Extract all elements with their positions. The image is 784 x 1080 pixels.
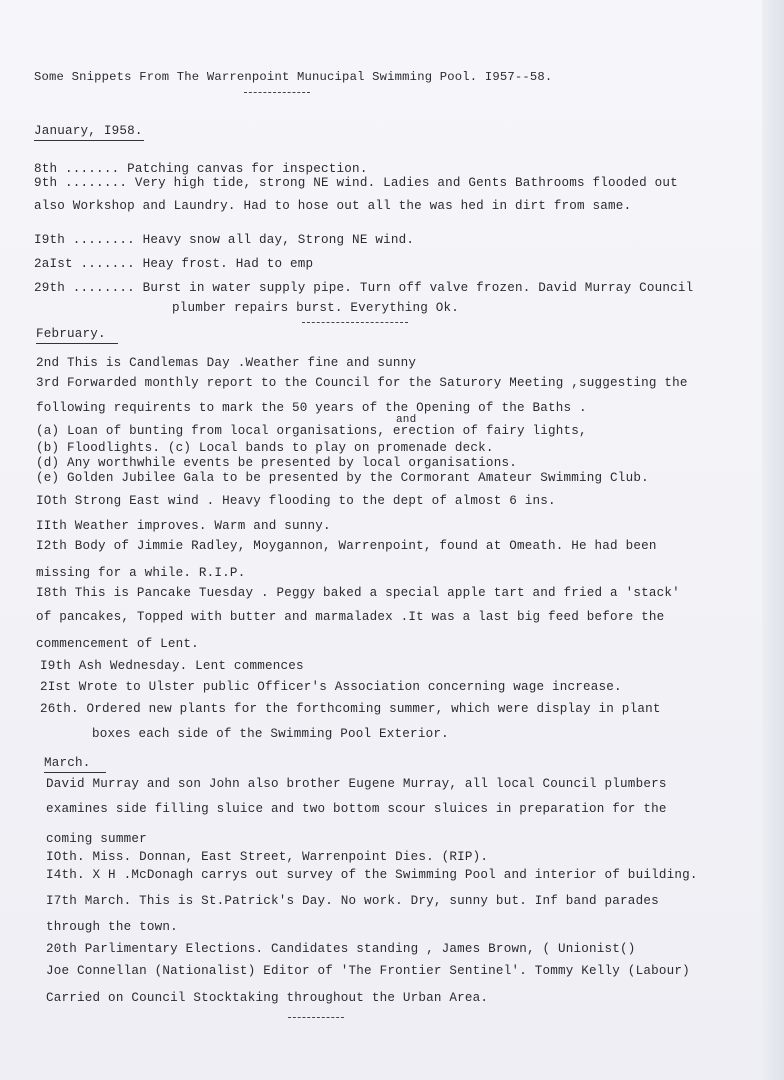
feb-insert-and: and <box>396 414 417 426</box>
feb-line-6: (d) Any worthwhile events be presented by local organisations. <box>36 456 517 470</box>
mar-line-4: IOth. Miss. Donnan, East Street, Warrenpoint Dies. (RIP). <box>46 850 489 864</box>
mar-line-10: Carried on Council Stocktaking throughout the Urban Area. <box>46 991 489 1005</box>
jan-line-6: 29th ........ Burst in water supply pipe. Turn off valve frozen. David Murray Council <box>34 281 694 295</box>
feb-line-9: IIth Weather improves. Warm and sunny. <box>36 519 331 533</box>
january-underline <box>34 140 144 142</box>
feb-line-4: (a) Loan of bunting from local organisations, erection of fairy lights, <box>36 424 587 438</box>
mar-line-3: coming summer <box>46 832 147 846</box>
feb-line-3: following requirents to mark the 50 years of the Opening of the Baths . <box>36 401 587 415</box>
title-divider <box>244 92 310 93</box>
mar-line-5: I4th. X H .McDonagh carrys out survey of the Swimming Pool and interior of building. <box>46 868 698 882</box>
february-heading: February. <box>36 327 106 341</box>
document-title: Some Snippets From The Warrenpoint Munucipal Swimming Pool. I957--58. <box>34 70 553 84</box>
february-underline <box>36 343 118 345</box>
feb-line-7: (e) Golden Jubilee Gala to be presented by the Cormorant Amateur Swimming Club. <box>36 471 649 485</box>
feb-line-1: 2nd This is Candlemas Day .Weather fine and sunny <box>36 356 417 370</box>
mar-line-2: examines side filling sluice and two bottom scour sluices in preparation for the <box>46 802 667 816</box>
feb-line-12: I8th This is Pancake Tuesday . Peggy baked a special apple tart and fried a 'stack' <box>36 586 680 600</box>
feb-line-10: I2th Body of Jimmie Radley, Moygannon, Warrenpoint, found at Omeath. He had been <box>36 539 657 553</box>
mar-line-1: David Murray and son John also brother Eugene Murray, all local Council plumbers <box>46 777 667 791</box>
mar-line-9: Joe Connellan (Nationalist) Editor of 'The Frontier Sentinel'. Tommy Kelly (Labour) <box>46 964 690 978</box>
mar-line-8: 20th Parlimentary Elections. Candidates standing , James Brown, ( Unionist() <box>46 942 636 956</box>
feb-line-13: of pancakes, Topped with butter and marmaladex .It was a last big feed before the <box>36 610 665 624</box>
mar-line-7: through the town. <box>46 920 178 934</box>
feb-line-18: boxes each side of the Swimming Pool Exterior. <box>92 727 449 741</box>
march-underline <box>44 772 106 774</box>
jan-line-5: 2aIst ....... Heay frost. Had to emp <box>34 257 314 271</box>
feb-line-5: (b) Floodlights. (c) Local bands to play on promenade deck. <box>36 441 494 455</box>
march-divider <box>288 1017 344 1018</box>
paper-edge-shadow <box>762 0 784 1080</box>
mar-line-6: I7th March. This is St.Patrick's Day. No work. Dry, sunny but. Inf band parades <box>46 894 659 908</box>
march-heading: March. <box>44 756 91 770</box>
jan-line-4: I9th ........ Heavy snow all day, Strong NE wind. <box>34 233 415 247</box>
jan-line-7: plumber repairs burst. Everything Ok. <box>172 301 460 315</box>
january-divider <box>302 322 408 323</box>
feb-line-14: commencement of Lent. <box>36 637 199 651</box>
feb-line-15: I9th Ash Wednesday. Lent commences <box>40 659 304 673</box>
jan-line-2: 9th ........ Very high tide, strong NE wind. Ladies and Gents Bathrooms flooded out <box>34 176 678 190</box>
feb-line-11: missing for a while. R.I.P. <box>36 566 246 580</box>
feb-line-16: 2Ist Wrote to Ulster public Officer's Association concerning wage increase. <box>40 680 622 694</box>
january-heading: January, I958. <box>34 124 143 138</box>
feb-line-17: 26th. Ordered new plants for the forthcoming summer, which were display in plant <box>40 702 661 716</box>
feb-line-8: IOth Strong East wind . Heavy flooding to the dept of almost 6 ins. <box>36 494 556 508</box>
jan-line-1: 8th ....... Patching canvas for inspection. <box>34 162 368 176</box>
feb-line-2: 3rd Forwarded monthly report to the Council for the Saturory Meeting ,suggesting the <box>36 376 688 390</box>
jan-line-3: also Workshop and Laundry. Had to hose out all the was hed in dirt from same. <box>34 199 632 213</box>
